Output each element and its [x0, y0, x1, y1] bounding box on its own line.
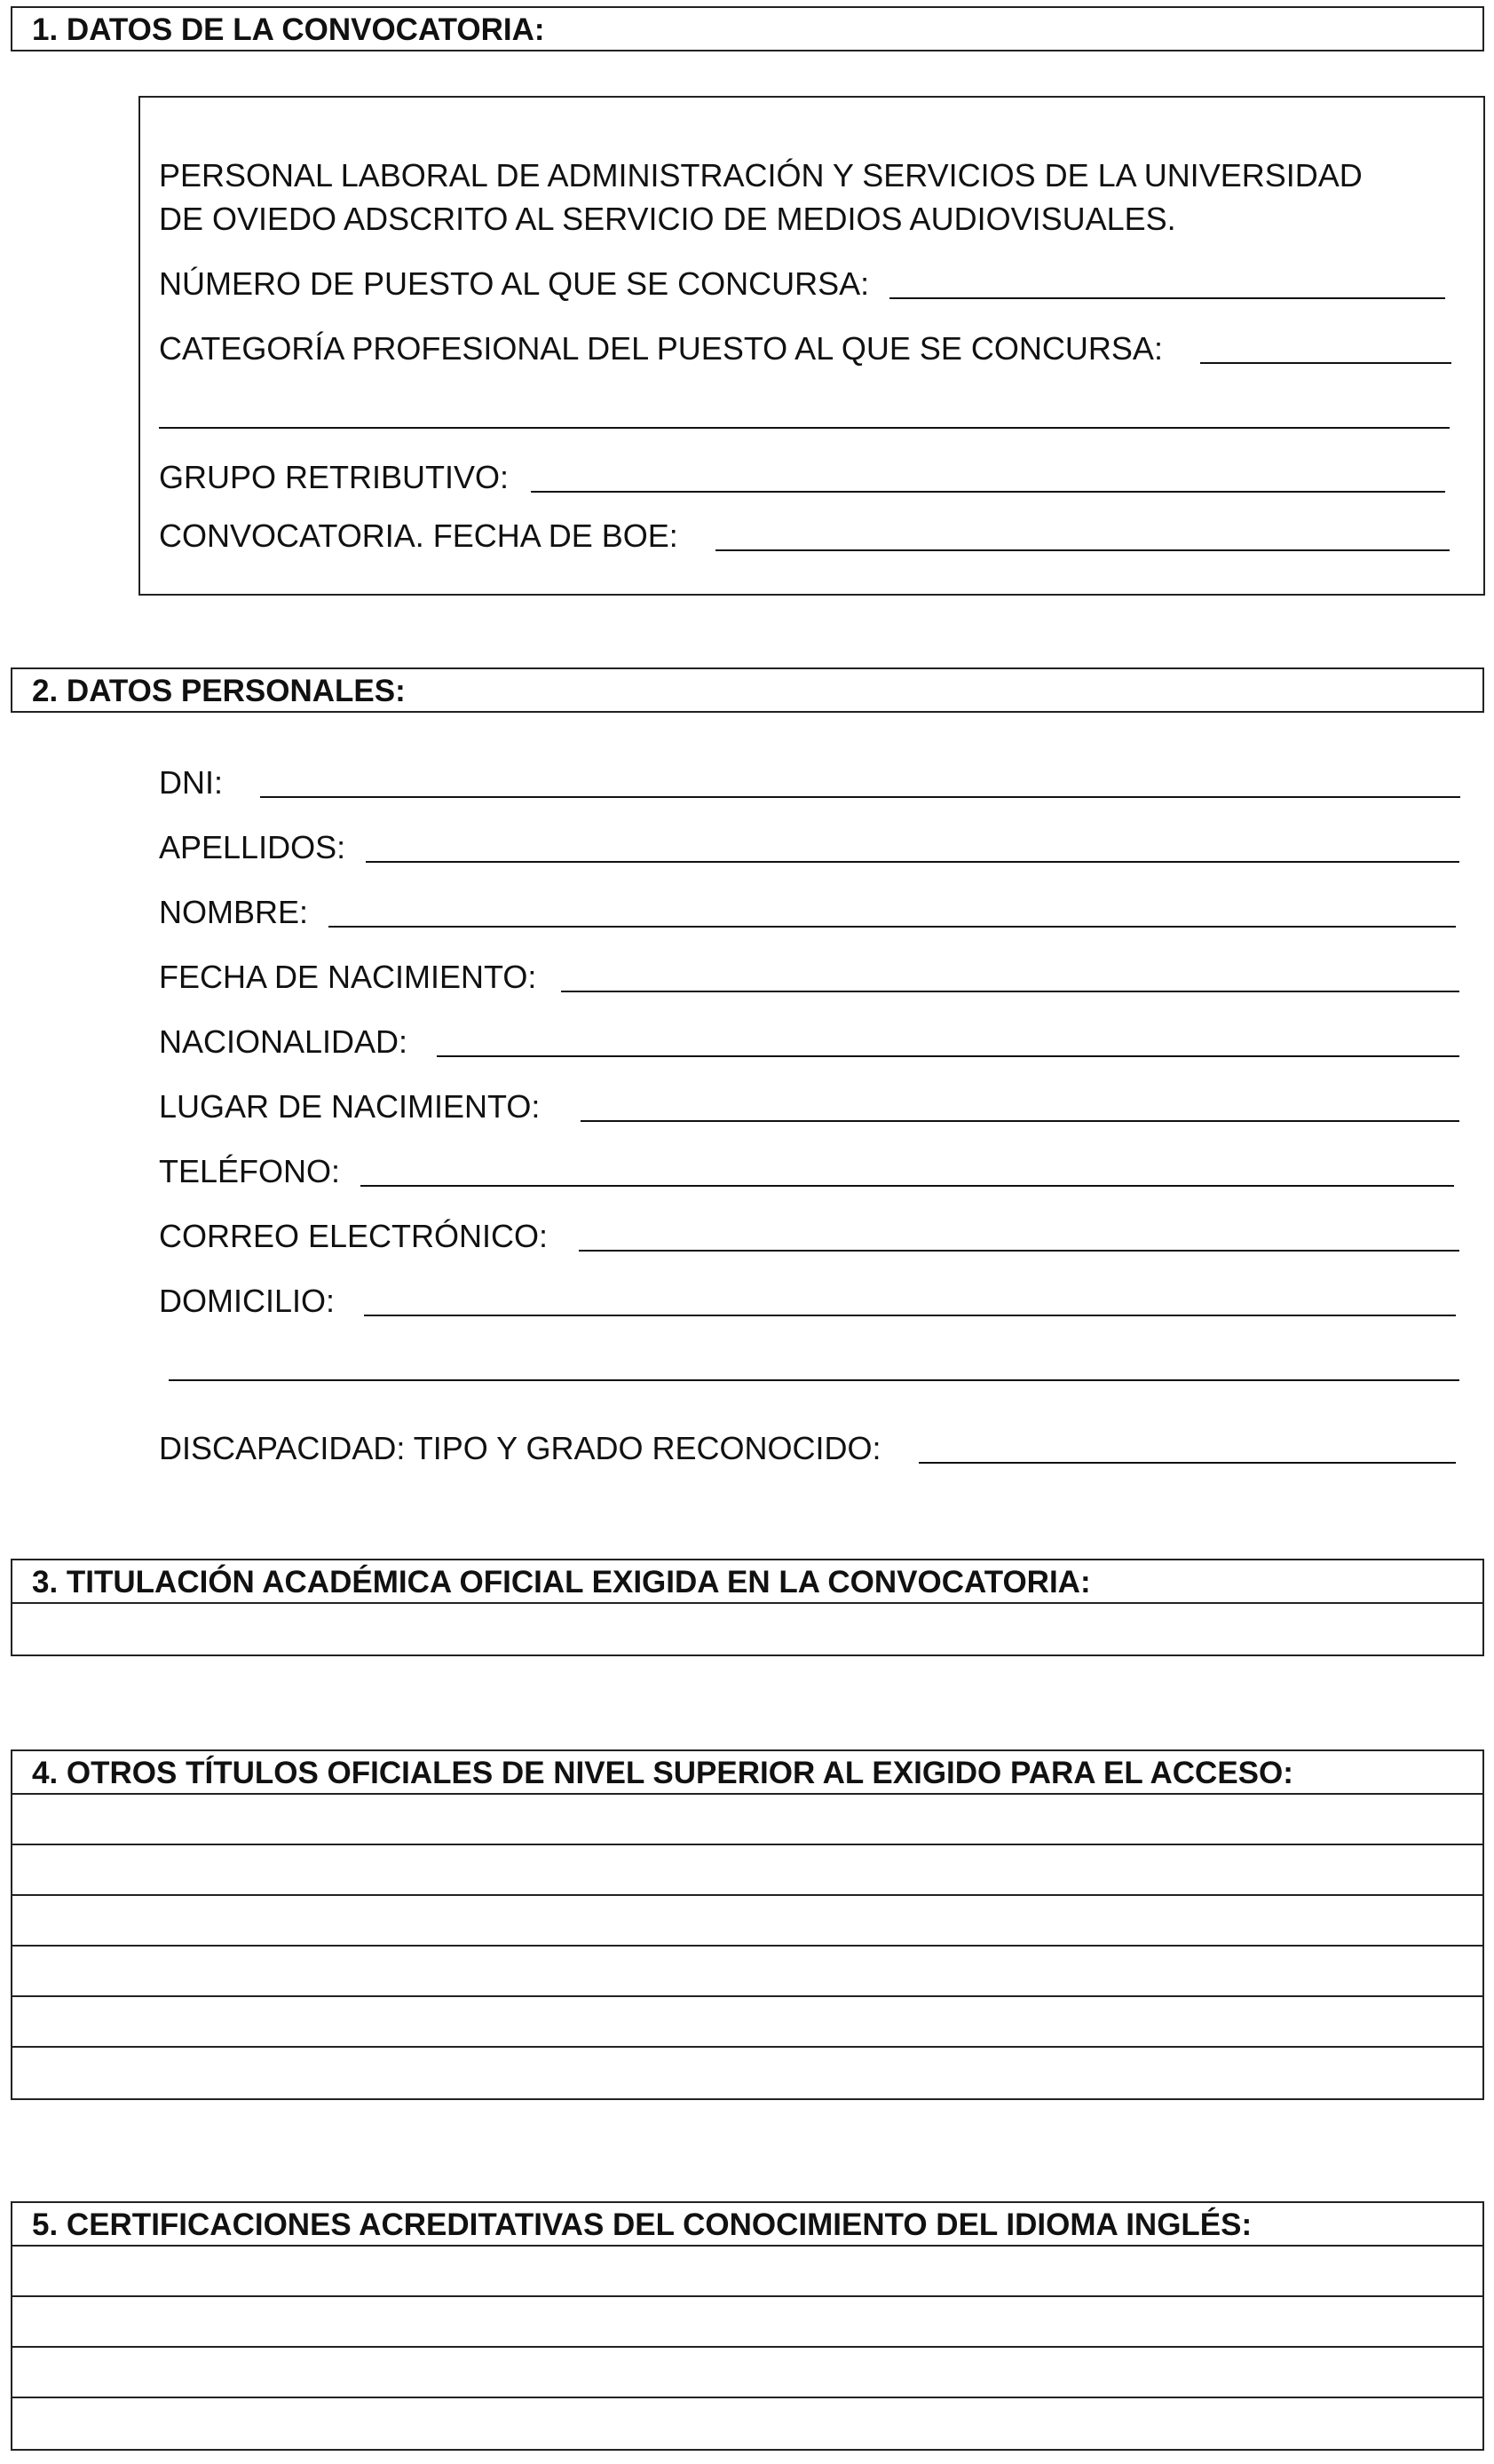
categoria-field[interactable] [1200, 362, 1451, 364]
idioma-ingles-table [11, 2247, 1484, 2451]
table-row[interactable] [12, 1604, 1482, 1656]
domicilio-field[interactable] [364, 1315, 1456, 1316]
table-row[interactable] [12, 1795, 1482, 1845]
nombre-field[interactable] [328, 926, 1456, 928]
convocatoria-boe-field[interactable] [715, 549, 1450, 551]
table-row[interactable] [12, 2297, 1482, 2348]
grupo-retributivo-field[interactable] [531, 491, 1445, 493]
numero-puesto-field[interactable] [889, 297, 1445, 299]
convocatoria-intro-line-1: PERSONAL LABORAL DE ADMINISTRACIÓN Y SERVICIOS DE LA UNIVERSIDAD [159, 157, 1363, 193]
table-row[interactable] [12, 1896, 1482, 1947]
discapacidad-field[interactable] [919, 1462, 1456, 1464]
numero-puesto-label: NÚMERO DE PUESTO AL QUE SE CONCURSA: [159, 265, 870, 302]
table-row[interactable] [12, 2247, 1482, 2297]
nacionalidad-label: NACIONALIDAD: [159, 1023, 408, 1060]
table-row[interactable] [12, 2048, 1482, 2100]
categoria-label: CATEGORÍA PROFESIONAL DEL PUESTO AL QUE SE CONCURSA: [159, 330, 1163, 367]
correo-electronico-label: CORREO ELECTRÓNICO: [159, 1218, 549, 1254]
fecha-nacimiento-field[interactable] [561, 991, 1459, 992]
apellidos-label: APELLIDOS: [159, 829, 346, 865]
section-2-header: 2. DATOS PERSONALES: [11, 667, 1484, 713]
convocatoria-boe-label: CONVOCATORIA. FECHA DE BOE: [159, 517, 678, 554]
dni-label: DNI: [159, 764, 223, 801]
table-row[interactable] [12, 2348, 1482, 2398]
table-row[interactable] [12, 1997, 1482, 2048]
table-row[interactable] [12, 1845, 1482, 1896]
titulacion-table [11, 1604, 1484, 1656]
section-4-header: 4. OTROS TÍTULOS OFICIALES DE NIVEL SUPERIOR AL EXIGIDO PARA EL ACCESO: [11, 1749, 1484, 1795]
telefono-field[interactable] [360, 1185, 1454, 1187]
lugar-nacimiento-label: LUGAR DE NACIMIENTO: [159, 1088, 541, 1125]
correo-electronico-field[interactable] [579, 1250, 1459, 1252]
nacionalidad-field[interactable] [437, 1055, 1459, 1057]
apellidos-field[interactable] [366, 861, 1459, 863]
table-row[interactable] [12, 1947, 1482, 1997]
discapacidad-label: DISCAPACIDAD: TIPO Y GRADO RECONOCIDO: [159, 1430, 881, 1466]
grupo-retributivo-label: GRUPO RETRIBUTIVO: [159, 459, 510, 495]
categoria-field-continuation[interactable] [159, 427, 1450, 429]
section-3-header: 3. TITULACIÓN ACADÉMICA OFICIAL EXIGIDA EN LA CONVOCATORIA: [11, 1559, 1484, 1604]
table-row[interactable] [12, 2398, 1482, 2451]
otros-titulos-table [11, 1795, 1484, 2100]
dni-field[interactable] [260, 796, 1460, 798]
telefono-label: TELÉFONO: [159, 1153, 341, 1189]
domicilio-label: DOMICILIO: [159, 1283, 336, 1319]
section-5-header: 5. CERTIFICACIONES ACREDITATIVAS DEL CONOCIMIENTO DEL IDIOMA INGLÉS: [11, 2201, 1484, 2247]
nombre-label: NOMBRE: [159, 894, 309, 930]
fecha-nacimiento-label: FECHA DE NACIMIENTO: [159, 959, 537, 995]
lugar-nacimiento-field[interactable] [581, 1120, 1459, 1122]
convocatoria-intro-line-2: DE OVIEDO ADSCRITO AL SERVICIO DE MEDIOS AUDIOVISUALES. [159, 201, 1176, 237]
section-1-header: 1. DATOS DE LA CONVOCATORIA: [11, 6, 1484, 51]
domicilio-field-continuation[interactable] [169, 1379, 1459, 1381]
